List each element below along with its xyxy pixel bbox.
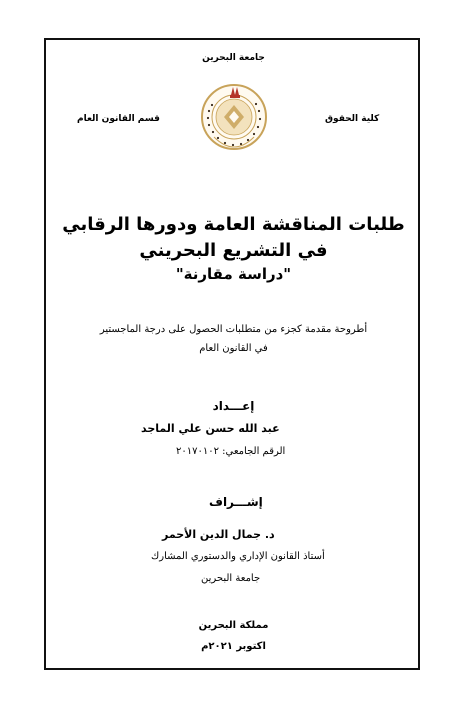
thesis-purpose-line-1: أطروحة مقدمة كجزء من متطلبات الحصول على درجة الماجستير <box>99 324 368 335</box>
supervisor-name: د. جمال الدين الأحمر <box>162 528 275 541</box>
supervision-heading: إشـــراف <box>209 495 263 509</box>
supervisor-title: أستاذ القانون الإداري والدستوري المشارك <box>151 551 325 562</box>
author-name: عبد الله حسن علي الماجد <box>141 422 280 435</box>
university-seal-logo <box>200 81 268 155</box>
thesis-purpose-line-2: في القانون العام <box>199 343 268 354</box>
department-name: قسم القانون العام <box>77 114 160 124</box>
submission-date: اكتوبر ٢٠٢١م <box>201 641 266 652</box>
preparation-heading: إعـــداد <box>212 399 255 413</box>
supervisor-university: جامعة البحرين <box>201 573 261 584</box>
thesis-title-line-1: طلبات المناقشة العامة ودورها الرقابي <box>62 214 405 235</box>
country-name: مملكة البحرين <box>198 620 269 631</box>
university-name: جامعة البحرين <box>202 53 265 63</box>
thesis-title-line-2: في التشريع البحريني <box>139 240 328 261</box>
student-id: الرقم الجامعي: ٢٠١٧٠١٠٢ <box>176 446 286 457</box>
thesis-title-line-3: "دراسة مقارنة" <box>175 265 292 283</box>
faculty-name: كلية الحقوق <box>325 114 380 124</box>
